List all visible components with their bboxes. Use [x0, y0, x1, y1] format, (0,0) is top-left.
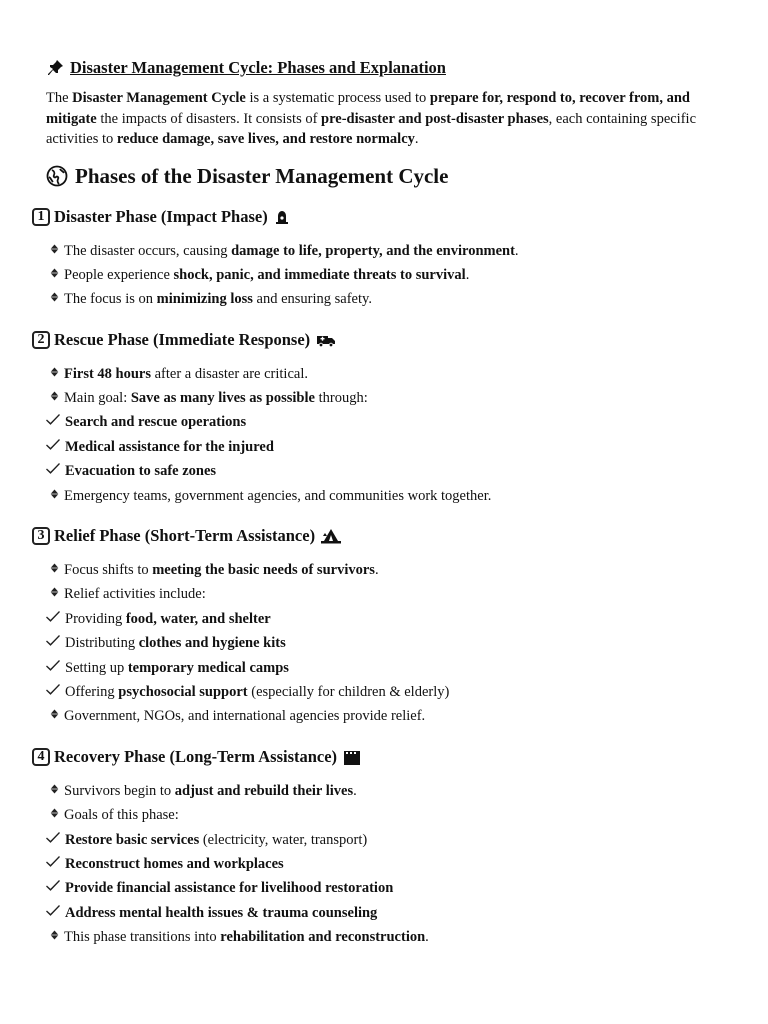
text-run: , each containing specific activities to	[46, 110, 697, 147]
text-run: .	[414, 131, 419, 147]
bold-text-run: reduce damage, save lives, and restore normalcy	[116, 131, 415, 147]
list-item-text	[64, 558, 379, 582]
list-item	[44, 459, 724, 483]
list-item-text	[65, 876, 393, 900]
text-run: (especially for children & elderly)	[247, 683, 450, 700]
checkmark-icon	[44, 828, 62, 852]
checkmark-icon	[44, 631, 62, 655]
bold-text-run: Medical assistance for the injured	[65, 438, 274, 455]
bold-text-run: food, water, and shelter	[125, 610, 271, 627]
checkmark-icon	[44, 607, 62, 631]
list-item-text	[64, 582, 206, 606]
bold-text-run: Save as many lives as possible	[130, 390, 315, 407]
checkmark-icon	[44, 876, 62, 900]
list-item	[44, 631, 724, 655]
list-item-text	[65, 435, 274, 459]
phases-container	[37, 205, 724, 950]
checkmark-icon	[44, 901, 62, 925]
number-keycap-icon: 4	[32, 748, 50, 766]
list-item-text	[64, 484, 491, 508]
text-run: Goals of this phase:	[64, 807, 179, 824]
bold-text-run: clothes and hygiene kits	[138, 635, 286, 652]
text-run: Setting up	[65, 659, 128, 676]
bold-text-run: minimizing loss	[156, 291, 253, 308]
phase-title: Recovery Phase (Long-Term Assistance)	[54, 746, 338, 766]
list-item-text	[64, 263, 469, 287]
checkmark-icon	[44, 459, 62, 483]
text-run: Offering	[65, 683, 119, 700]
list-item	[46, 779, 724, 803]
text-run: Relief activities include:	[64, 586, 206, 603]
bold-text-run: Restore basic services	[65, 831, 200, 848]
text-run: Main goal:	[64, 390, 131, 407]
list-item	[46, 386, 724, 410]
list-item	[44, 852, 724, 876]
diamond-bullet-icon	[46, 386, 62, 410]
list-item	[44, 656, 724, 680]
diamond-bullet-icon	[46, 558, 62, 582]
checkmark-icon	[44, 435, 62, 459]
diamond-bullet-icon	[46, 484, 62, 508]
text-run: Emergency teams, government agencies, and communities work together.	[64, 487, 492, 504]
bold-text-run: shock, panic, and immediate threats to survival	[173, 266, 466, 283]
number-keycap-icon: 2	[32, 331, 50, 349]
text-run: through:	[314, 390, 368, 407]
diamond-bullet-icon	[46, 803, 62, 827]
text-run: after a disaster are critical.	[151, 365, 308, 382]
list-item-text	[64, 362, 308, 386]
tent-camp-icon	[321, 528, 341, 544]
text-run: Government, NGOs, and international agencies provide relief.	[64, 708, 426, 725]
number-keycap-icon: 1	[32, 208, 50, 226]
phase-item-list	[46, 779, 724, 950]
text-run: (electricity, water, transport)	[199, 831, 368, 848]
list-item	[46, 362, 724, 386]
phase-title: Rescue Phase (Immediate Response)	[54, 329, 311, 349]
list-item-text	[65, 410, 246, 434]
list-item	[44, 901, 724, 925]
text-run: .	[374, 562, 379, 579]
text-run: The disaster occurs, causing	[64, 242, 232, 259]
text-run: .	[514, 242, 519, 259]
pushpin-icon	[46, 59, 64, 77]
phase-heading	[32, 205, 724, 229]
bold-text-run: Provide financial assistance for livelihood restoration	[65, 880, 394, 897]
bold-text-run: damage to life, property, and the environment	[231, 242, 515, 259]
section-heading-text: Phases of the Disaster Management Cycle	[75, 163, 449, 188]
globe-icon	[46, 165, 68, 187]
text-run: the impacts of disasters. It consists of	[96, 110, 322, 127]
text-run: The focus is on	[64, 291, 157, 308]
list-item-text	[65, 656, 289, 680]
diamond-bullet-icon	[46, 263, 62, 287]
document-title	[46, 58, 724, 78]
text-run: is a systematic process used to	[245, 90, 430, 106]
bold-text-run: rehabilitation and reconstruction	[220, 929, 426, 946]
bold-text-run: Evacuation to safe zones	[65, 463, 217, 480]
list-item-text	[64, 386, 368, 410]
warning-siren-icon	[274, 209, 290, 225]
list-item-text	[64, 925, 429, 949]
checkmark-icon	[44, 656, 62, 680]
intro-paragraph	[46, 88, 724, 150]
text-run: This phase transitions into	[64, 929, 221, 946]
checkmark-icon	[44, 852, 62, 876]
diamond-bullet-icon	[46, 704, 62, 728]
list-item	[46, 704, 724, 728]
list-item-text	[64, 239, 519, 263]
phase-item-list	[46, 239, 724, 312]
list-item	[46, 582, 724, 606]
list-item-text	[65, 607, 271, 631]
factory-building-icon	[343, 749, 361, 765]
phase-title: Relief Phase (Short-Term Assistance)	[54, 526, 316, 546]
text-run: .	[353, 782, 357, 799]
list-item	[46, 803, 724, 827]
bold-text-run: First 48 hours	[64, 365, 151, 382]
bold-text-run: Search and rescue operations	[65, 414, 247, 431]
diamond-bullet-icon	[46, 925, 62, 949]
diamond-bullet-icon	[46, 362, 62, 386]
number-keycap-icon: 3	[32, 527, 50, 545]
text-run: Survivors begin to	[64, 782, 175, 799]
list-item	[44, 680, 724, 704]
list-item	[46, 925, 724, 949]
document-title-text: Disaster Management Cycle: Phases and Explanation	[70, 58, 446, 77]
text-run: and ensuring safety.	[252, 291, 372, 308]
text-run: .	[465, 266, 470, 283]
diamond-bullet-icon	[46, 287, 62, 311]
phase-item-list	[46, 362, 724, 508]
list-item-text	[64, 287, 372, 311]
list-item	[44, 435, 724, 459]
list-item	[44, 828, 724, 852]
bold-text-run: meeting the basic needs of survivors	[152, 562, 375, 579]
list-item	[46, 558, 724, 582]
list-item-text	[65, 459, 216, 483]
list-item	[46, 287, 724, 311]
bold-text-run: prepare for, respond to, recover from, and mitigate	[46, 90, 690, 127]
list-item-text	[64, 779, 357, 803]
list-item	[44, 607, 724, 631]
list-item	[46, 484, 724, 508]
bold-text-run: Reconstruct homes and workplaces	[65, 855, 284, 872]
bold-text-run: Address mental health issues & trauma counseling	[65, 904, 378, 921]
bold-text-run: Disaster Management Cycle	[72, 90, 246, 106]
list-item	[44, 410, 724, 434]
list-item-text	[64, 704, 425, 728]
checkmark-icon	[44, 410, 62, 434]
checkmark-icon	[44, 680, 62, 704]
list-item	[46, 239, 724, 263]
phase-heading	[32, 328, 724, 352]
list-item-text	[64, 803, 179, 827]
text-run: The	[46, 90, 73, 106]
list-item	[44, 876, 724, 900]
text-run: People experience	[64, 266, 174, 283]
bold-text-run: temporary medical camps	[127, 659, 289, 676]
phase-heading	[32, 745, 724, 769]
phase-heading	[32, 524, 724, 548]
list-item-text	[65, 852, 284, 876]
diamond-bullet-icon	[46, 779, 62, 803]
text-run: .	[425, 929, 429, 946]
list-item-text	[65, 680, 449, 704]
list-item	[46, 263, 724, 287]
text-run: Distributing	[65, 635, 139, 652]
phase-item-list	[46, 558, 724, 729]
list-item-text	[65, 901, 377, 925]
ambulance-icon	[316, 333, 336, 347]
bold-text-run: adjust and rebuild their lives	[174, 782, 354, 799]
bold-text-run: psychosocial support	[118, 683, 248, 700]
diamond-bullet-icon	[46, 582, 62, 606]
list-item-text	[65, 828, 367, 852]
bold-text-run: pre-disaster and post-disaster phases	[321, 110, 549, 127]
text-run: Providing	[65, 610, 126, 627]
text-run: Focus shifts to	[64, 562, 153, 579]
phase-title: Disaster Phase (Impact Phase)	[54, 206, 268, 226]
section-heading	[46, 164, 724, 189]
diamond-bullet-icon	[46, 239, 62, 263]
list-item-text	[65, 631, 286, 655]
